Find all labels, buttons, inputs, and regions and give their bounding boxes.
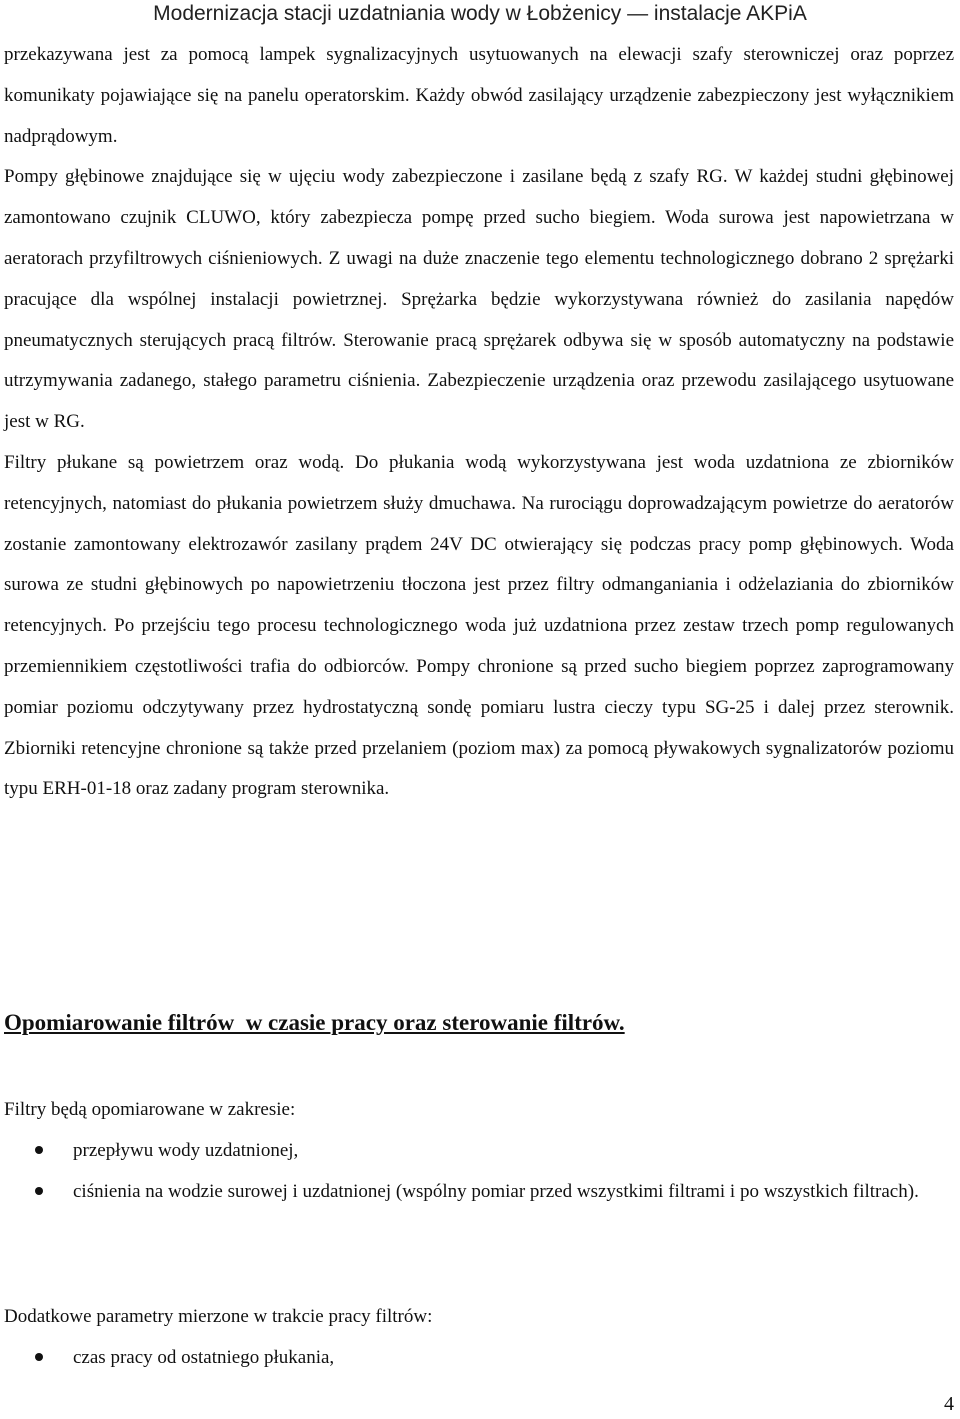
paragraph-signalization: przekazywana jest za pomocą lampek sygnalizacyjnych usytuowanych na elewacji szafy sterowniczej oraz poprzez komunikaty pojawiające się na panelu operatorskim. Każdy obwód zasilający urządzenie zabezpieczony jest wyłącznikiem nadprądowym.	[4, 44, 954, 147]
measured-block	[4, 1090, 954, 1212]
section-heading: Opomiarowanie filtrów w czasie pracy oraz sterowanie filtrów.	[4, 1010, 625, 1035]
additional-intro: Dodatkowe parametry mierzone w trakcie pracy filtrów:	[4, 1306, 433, 1327]
bullet-icon	[35, 1146, 43, 1154]
paragraph-pumps-compressors: Pompy głębinowe znajdujące się w ujęciu wody zabezpieczone i zasilane będą z szafy RG. W każdej studni głębinowej zamontowano czujnik CLUWO, który zabezpiecza pompę przed sucho biegiem. Woda surowa jest napowietrzana w aeratorach przyfiltrowych ciśnieniowych. Z uwagi na duże znaczenie tego elementu technologicznego dobrano 2 sprężarki pracujące dla wspólnej instalacji powietrznej. Sprężarka będzie wykorzystywana również do zasilania napędów pneumatycznych sterujących pracą filtrów. Sterowanie pracą sprężarek odbywa się w sposób automatyczny na podstawie utrzymywania zadanego, stałego parametru ciśnienia. Zabezpieczenie urządzenia oraz przewodu zasilającego usytuowane jest w RG.	[4, 166, 954, 433]
page-number: 4	[944, 1393, 954, 1415]
list-item	[4, 1172, 954, 1213]
paragraph-filter-washing: Filtry płukane są powietrzem oraz wodą. Do płukania wodą wykorzystywana jest woda uzdatniona ze zbiorników retencyjnych, natomiast do płukania powietrzem służy dmuchawa. Na rurociągu doprowadzającym powietrze do aeratorów zostanie zamontowany elektrozawór zasilany prądem 24V DC otwierający się podczas pracy pomp głębinowych. Woda surowa ze studni głębinowych po napowietrzeniu tłoczona jest przez filtry odmanganiania i odżelaziania do zbiorników retencyjnych. Po przejściu tego procesu technologicznego woda już uzdatniona przez zestaw trzech pomp regulowanych przemiennikiem częstotliwości trafia do odbiorców. Pompy chronione są przed sucho biegiem poprzez zaprogramowany pomiar poziomu odczytywany przez hydrostatyczną sondę pomiaru lustra cieczy typu SG-25 i dalej przez sterownik. Zbiorniki retencyjne chronione są także przed przelaniem (poziom max) za pomocą pływakowych sygnalizatorów poziomu typu ERH-01-18 oraz zadany program sterownika.	[4, 451, 954, 800]
body-text	[4, 35, 954, 810]
measured-intro: Filtry będą opomiarowane w zakresie:	[4, 1099, 296, 1120]
bullet-icon	[35, 1353, 43, 1361]
list-item	[4, 1131, 954, 1172]
additional-list	[4, 1338, 954, 1379]
measured-list	[4, 1131, 954, 1213]
list-item	[4, 1338, 954, 1379]
additional-block	[4, 1297, 954, 1379]
list-item-text: przepływu wody uzdatnionej,	[73, 1139, 299, 1161]
bullet-icon	[35, 1187, 43, 1195]
running-header: Modernizacja stacji uzdatniania wody w Łobżenicy — instalacje AKPiA	[153, 2, 807, 25]
list-item-text: ciśnienia na wodzie surowej i uzdatnionej (wspólny pomiar przed wszystkimi filtrami i po wszystkich filtrach).	[73, 1180, 919, 1202]
list-item-text: czas pracy od ostatniego płukania,	[73, 1346, 335, 1368]
